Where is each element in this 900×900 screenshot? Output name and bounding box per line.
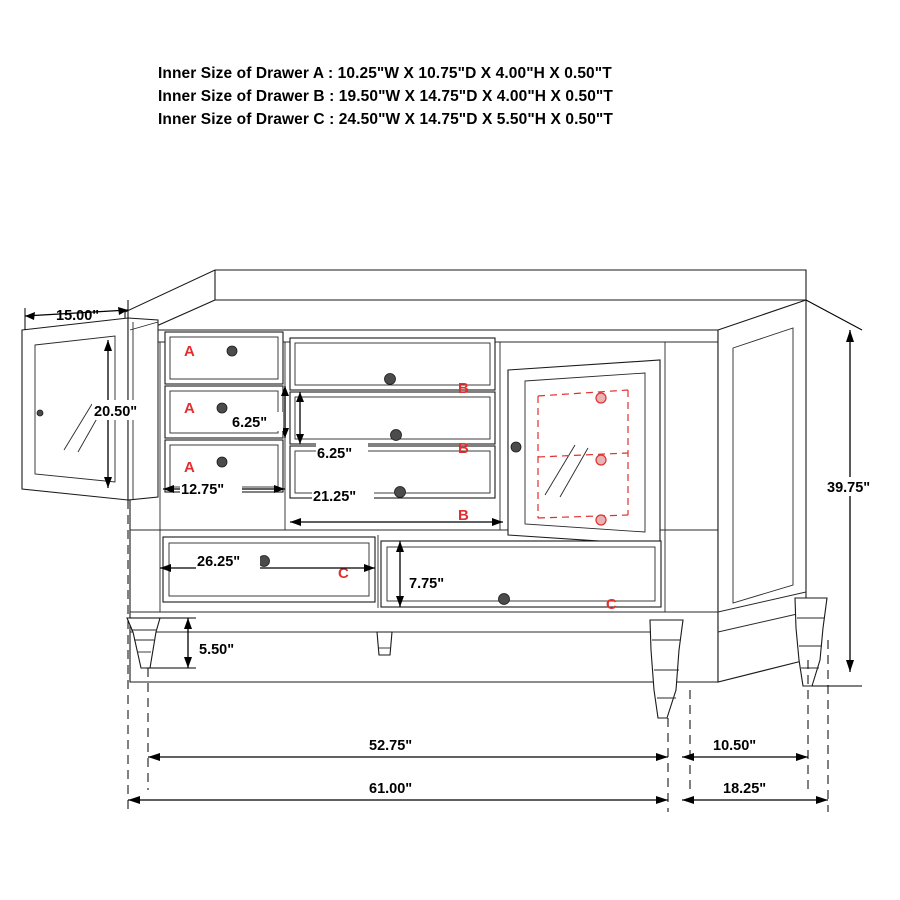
dimension-label-550: 5.50" <box>199 642 235 658</box>
right-door-knob[interactable] <box>511 442 521 452</box>
label-drawer-a-3: A <box>184 459 195 476</box>
center-support-leg <box>377 632 392 655</box>
shelf-pin-top <box>596 393 606 403</box>
ext-3975-top <box>806 300 862 330</box>
label-drawer-b-2: B <box>458 440 469 457</box>
drawer-a-2-knob[interactable] <box>217 403 227 413</box>
arrow-5275-right <box>656 753 668 761</box>
label-drawer-c-2: C <box>606 596 617 613</box>
spec-line-drawer-a: Inner Size of Drawer A : 10.25"W X 10.75"D X 4.00"H X 0.50"T <box>158 65 612 82</box>
arrow-1050-left <box>682 753 694 761</box>
spec-line-drawer-c: Inner Size of Drawer C : 24.50"W X 14.75"D X 5.50"H X 0.50"T <box>158 111 613 128</box>
arrow-3975-top <box>846 330 854 342</box>
dimension-label-15: 15.00" <box>56 308 100 324</box>
drawer-a-3-knob[interactable] <box>217 457 227 467</box>
dimension-label-775: 7.75" <box>409 576 445 592</box>
arrow-1050-right <box>796 753 808 761</box>
arrow-15-left <box>25 312 35 320</box>
shelf-pin-mid <box>596 455 606 465</box>
spec-line-drawer-b: Inner Size of Drawer B : 19.50"W X 14.75"D X 4.00"H X 0.50"T <box>158 88 613 105</box>
drawer-a-1-knob[interactable] <box>227 346 237 356</box>
label-drawer-a-2: A <box>184 400 195 417</box>
arrow-5275-left <box>148 753 160 761</box>
leg-front-right <box>650 620 683 718</box>
dimension-label-1825: 18.25" <box>723 781 767 797</box>
dimension-label-2050: 20.50" <box>94 404 138 420</box>
arrow-1825-left <box>682 796 694 804</box>
label-drawer-c-1: C <box>338 565 349 582</box>
dimension-label-3975: 39.75" <box>827 480 871 496</box>
drawer-b-1-knob[interactable] <box>385 374 396 385</box>
leg-back-right <box>795 598 827 686</box>
dimension-overall-width <box>128 778 668 804</box>
arrow-6100-right <box>656 796 668 804</box>
arrow-6100-left <box>128 796 140 804</box>
dimension-label-625-a: 6.25" <box>232 415 268 431</box>
label-drawer-a-1: A <box>184 343 195 360</box>
dimension-label-6100: 61.00" <box>369 781 413 797</box>
dimension-side-depth-bottom <box>682 778 828 804</box>
drawer-b-3-knob[interactable] <box>395 487 406 498</box>
dimension-body-width <box>148 735 668 761</box>
label-drawer-b-3: B <box>458 507 469 524</box>
dimension-label-5275: 52.75" <box>369 738 413 754</box>
arrow-1825-right <box>816 796 828 804</box>
arrow-3975-bottom <box>846 660 854 672</box>
dimension-label-2625: 26.25" <box>197 554 241 570</box>
dimension-label-2125: 21.25" <box>313 489 357 505</box>
drawer-c-1-knob[interactable] <box>259 556 270 567</box>
shelf-pin-bottom <box>596 515 606 525</box>
drawer-c-2-knob[interactable] <box>499 594 510 605</box>
dimension-label-1275: 12.75" <box>181 482 225 498</box>
dimension-label-625-b: 6.25" <box>317 446 353 462</box>
open-door-knob[interactable] <box>37 410 43 416</box>
dimension-side-depth-top <box>682 735 808 761</box>
right-glass-door-closed[interactable] <box>508 360 660 545</box>
label-drawer-b-1: B <box>458 380 469 397</box>
dimension-label-1050: 10.50" <box>713 738 757 754</box>
drawer-b-2-knob[interactable] <box>391 430 402 441</box>
side-panel-inset <box>733 328 793 603</box>
